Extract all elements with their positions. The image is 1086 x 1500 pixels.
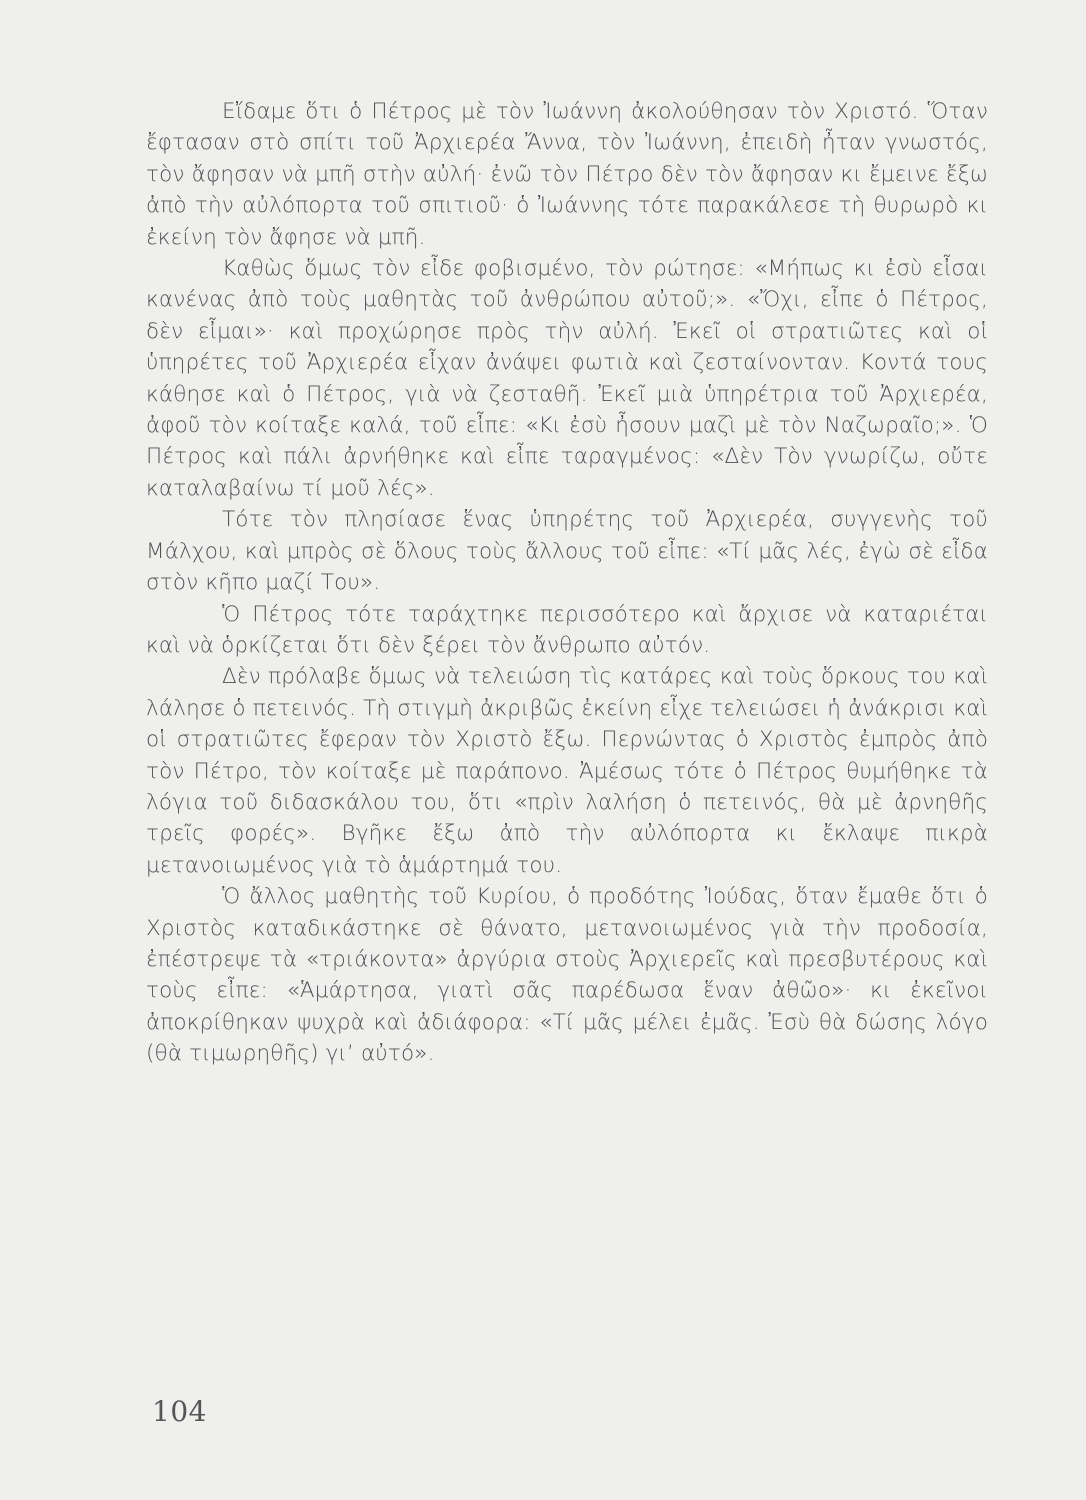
paragraph-1: Εἴδαμε ὅτι ὁ Πέτρος μὲ τὸν Ἰωάννη ἀκολούθησαν τὸν Χριστό. Ὅταν ἔφτασαν στὸ σπίτι τοῦ Ἀρχιερέα Ἄννα, τὸν Ἰωάννη, ἐπειδὴ ἦταν γνωστός, τὸν ἄφησαν νὰ μπῆ στὴν αὐλή· ἐνῶ τὸν Πέτρο δὲν τὸν ἄφησαν κι ἔμεινε ἔξω ἀπὸ τὴν αὐλόπορτα τοῦ σπιτιοῦ· ὁ Ἰωάννης τότε παρακάλεσε τὴ θυρωρὸ κι ἐκείνη τὸν ἄφησε νὰ μπῆ. <box>146 99 988 250</box>
paragraph-2: Καθὼς ὅμως τὸν εἶδε φοβισμένο, τὸν ρώτησε: «Μήπως κι ἐσὺ εἶσαι κανένας ἀπὸ τοὺς μαθητὰς τοῦ ἀνθρώπου αὐτοῦ;». «Ὄχι, εἶπε ὁ Πέτρος, δὲν εἶμαι»· καὶ προχώρησε πρὸς τὴν αὐλή. Ἐκεῖ οἱ στρατιῶτες καὶ οἱ ὑπηρέτες τοῦ Ἀρχιερέα εἶχαν ἀνάψει φωτιὰ καὶ ζεσταίνονταν. Κοντά τους κάθησε καὶ ὁ Πέτρος, γιὰ νὰ ζεσταθῆ. Ἐκεῖ μιὰ ὑπηρέτρια τοῦ Ἀρχιερέα, ἀφοῦ τὸν κοίταξε καλά, τοῦ εἶπε: «Κι ἐσὺ ἦσουν μαζὶ μὲ τὸν Ναζωραῖο;». Ὁ Πέτρος καὶ πάλι ἀρνήθηκε καὶ εἶπε ταραγμένος: «Δὲν Τὸν γνωρίζω, οὔτε καταλαβαίνω τί μοῦ λές». <box>146 256 988 501</box>
body-text <box>146 96 988 1070</box>
paragraph-5: Δὲν πρόλαβε ὅμως νὰ τελειώση τὶς κατάρες καὶ τοὺς ὅρκους του καὶ λάλησε ὁ πετεινός. Τὴ στιγμὴ ἀκριβῶς ἐκείνη εἶχε τελειώσει ἡ ἀνάκρισι καὶ οἱ στρατιῶτες ἔφεραν τὸν Χριστὸ ἔξω. Περνώντας ὁ Χριστὸς ἐμπρὸς ἀπὸ τὸν Πέτρο, τὸν κοίταξε μὲ παράπονο. Ἀμέσως τότε ὁ Πέτρος θυμήθηκε τὰ λόγια τοῦ διδασκάλου του, ὅτι «πρὶν λαλήση ὁ πετεινός, θὰ μὲ ἀρνηθῆς τρεῖς φορές». Βγῆκε ἔξω ἀπὸ τὴν αὐλόπορτα κι ἔκλαψε πικρὰ μετανοιωμένος γιὰ τὸ ἁμάρτημά του. <box>146 664 988 878</box>
paragraph-6: Ὁ ἄλλος μαθητὴς τοῦ Κυρίου, ὁ προδότης Ἰούδας, ὅταν ἔμαθε ὅτι ὁ Χριστὸς καταδικάστηκε σὲ θάνατο, μετανοιωμένος γιὰ τὴν προδοσία, ἐπέστρεψε τὰ «τριάκοντα» ἀργύρια στοὺς Ἀρχιερεῖς καὶ πρεσβυτέρους καὶ τοὺς εἶπε: «Ἁμάρτησα, γιατὶ σᾶς παρέδωσα ἕναν ἀθῶο»· κι ἐκεῖνοι ἀποκρίθηκαν ψυχρὰ καὶ ἀδιάφορα: «Τί μᾶς μέλει ἐμᾶς. Ἐσὺ θὰ δώσης λόγο (θὰ τιμωρηθῆς) γι’ αὐτό». <box>146 884 988 1067</box>
paragraph-4: Ὁ Πέτρος τότε ταράχτηκε περισσότερο καὶ ἄρχισε νὰ καταριέται καὶ νὰ ὁρκίζεται ὅτι δὲν ξέρει τὸν ἄνθρωπο αὐτόν. <box>146 601 988 658</box>
paragraph-3: Τότε τὸν πλησίασε ἕνας ὑπηρέτης τοῦ Ἀρχιερέα, συγγενὴς τοῦ Μάλχου, καὶ μπρὸς σὲ ὅλους τοὺς ἄλλους τοῦ εἶπε: «Τί μᾶς λές, ἐγὼ σὲ εἶδα στὸν κῆπο μαζί Του». <box>146 507 988 596</box>
page-number: 104 <box>152 1395 207 1428</box>
